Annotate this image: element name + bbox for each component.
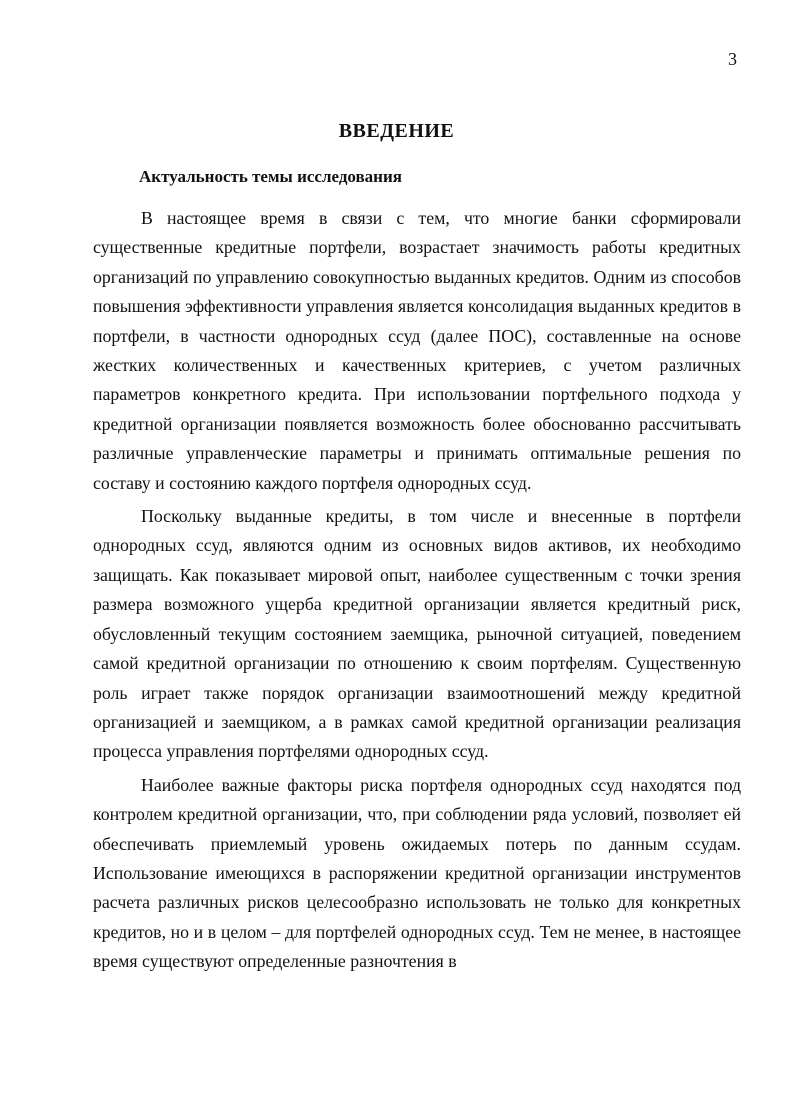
paragraph: Наиболее важные факторы риска портфеля однородных ссуд находятся под контролем кредитной организации, что, при соблюдении ряда условий, позволяет ей обеспечивать приемлемый уровень ожидаемых потерь по данным ссудам. Использование имеющихся в распоряжении кредитной организации инструментов расчета различных рисков целесообразно использовать не только для конкретных кредитов, но и в целом – для портфелей однородных ссуд. Тем не менее, в настоящее время существуют определенные разночтения в [93,774,741,972]
page-title: ВВЕДЕНИЕ [338,120,455,142]
body-text [93,204,741,981]
paragraph: В настоящее время в связи с тем, что многие банки сформировали существенные кредитные портфели, возрастает значимость работы кредитных организаций по управлению совокупностью выданных кредитов. Одним из способов повышения эффективности управления является консолидация выданных кредитов в портфели, в частности однородных ссуд (далее ПОС), составленные на основе жестких количественных и качественных критериев, с учетом различных параметров конкретного кредита. При использовании портфельного подхода у кредитной организации появляется возможность более обоснованно рассчитывать различные управленческие параметры и принимать оптимальные решения по составу и состоянию каждого портфеля однородных ссуд. [93,208,741,493]
paragraph: Поскольку выданные кредиты, в том числе и внесенные в портфели однородных ссуд, являются одним из основных видов активов, их необходимо защищать. Как показывает мировой опыт, наиболее существенным с точки зрения размера возможного ущерба кредитной организации является кредитный риск, обусловленный текущим состоянием заемщика, рыночной ситуацией, поведением самой кредитной организации по отношению к своим портфелям. Существенную роль играет также порядок организации взаимоотношений между кредитной организацией и заемщиком, а в рамках самой кредитной организации реализация процесса управления портфелями однородных ссуд. [93,506,741,762]
page-number: 3 [728,49,737,69]
section-subtitle: Актуальность темы исследования [139,167,402,186]
